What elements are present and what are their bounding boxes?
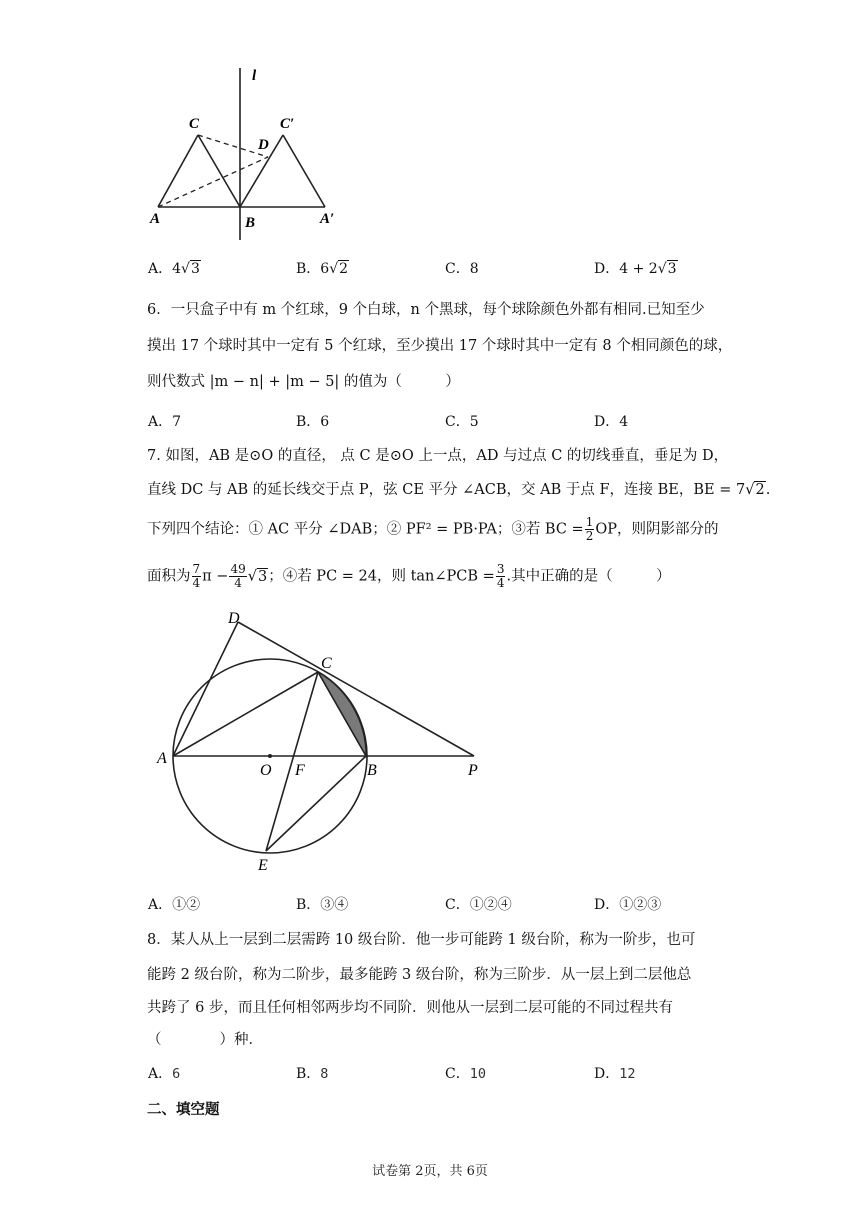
q6-line-1: 6．一只盒子中有 m 个红球，9 个白球，n 个黑球，每个球除颜色外都有相同.已知至少: [147, 302, 705, 318]
option-radicand: 2: [339, 261, 349, 277]
label-B: B: [367, 762, 377, 779]
q6-line-3: 则代数式 |m − n| + |m − 5| 的值为（ ）: [147, 374, 460, 390]
label-l: l: [252, 68, 257, 84]
option-value: 6: [172, 1066, 181, 1082]
q7-line-3: [147, 516, 719, 543]
option-value: 12: [619, 1066, 636, 1082]
figure-reflection: [140, 60, 360, 250]
figure-circle: [145, 600, 505, 880]
option-coef: 6: [320, 261, 330, 277]
label-E: E: [258, 857, 268, 874]
q6-option-c[interactable]: C．5: [445, 414, 479, 430]
q7-line-4-text-a: 面积为: [147, 568, 191, 585]
q5-option-c[interactable]: [445, 259, 479, 279]
q7-line-2: 直线 DC 与 AB 的延长线交于点 P，弦 CE 平分 ∠ACB，交 AB 于点 F，连接 BE，BE = 7√2.: [147, 482, 771, 498]
q5-option-d[interactable]: D．4 + 2√3: [594, 261, 677, 277]
q8-option-c[interactable]: [445, 1064, 486, 1084]
option-letter: B．: [296, 1066, 321, 1082]
q7-line-1: 7. 如图，AB 是⊙O 的直径， 点 C 是⊙O 上一点，AD 与过点 C 的切线垂直，垂足为 D，: [147, 448, 729, 464]
q8-option-a[interactable]: [148, 1064, 180, 1084]
option-radicand: 3: [667, 261, 677, 277]
option-letter: C．: [445, 1066, 470, 1082]
q8-line-4: （ ）种．: [147, 1032, 263, 1048]
fraction-denominator: 4: [496, 576, 505, 590]
option-letter: A．: [148, 1066, 173, 1082]
fraction-numerator: 49: [230, 562, 246, 576]
fraction: [229, 563, 246, 590]
q8-line-2: 能跨 2 级台阶，称为二阶步，最多能跨 3 级台阶，称为三阶步．从一层上到二层他总: [147, 967, 692, 983]
fraction-denominator: 4: [234, 576, 242, 590]
q7-line-4-text-b: π −: [202, 568, 229, 585]
label-C: C: [189, 116, 200, 132]
q6-option-a[interactable]: A．7: [148, 414, 182, 430]
option-radicand: 3: [190, 261, 200, 277]
label-A: A: [150, 211, 161, 227]
label-D: D: [258, 137, 269, 153]
q5-option-a[interactable]: A．4√3: [148, 261, 200, 277]
fraction: [496, 563, 506, 590]
q7-option-a[interactable]: A．①②: [148, 897, 201, 913]
option-letter: B．: [296, 261, 321, 277]
q5-option-b[interactable]: B．6√2: [296, 261, 349, 277]
option-letter: A．: [148, 261, 173, 277]
section-title: 二、填空题: [147, 1101, 220, 1118]
label-O: O: [260, 762, 272, 779]
q7-option-d[interactable]: D．①②③: [594, 897, 662, 913]
fraction-denominator: 4: [192, 576, 201, 590]
fraction-numerator: 3: [496, 562, 505, 576]
q6-option-d[interactable]: D．4: [594, 414, 629, 430]
option-value: 10: [469, 1066, 486, 1082]
q6-line-2: 摸出 17 个球时其中一定有 5 个红球，至少摸出 17 个球时其中一定有 8 个相同颜色的球，: [147, 338, 733, 354]
label-F: F: [295, 762, 305, 779]
q8-line-1: 8．某人从上一层到二层需跨 10 级台阶．他一步可能跨 1 级台阶，称为一阶步，也可: [147, 932, 696, 948]
label-P: P: [468, 762, 478, 779]
fraction: [192, 563, 202, 590]
q8-option-d[interactable]: [594, 1064, 636, 1084]
page-footer: 试卷第 2页，共 6页: [372, 1164, 488, 1179]
q7-line-4-radicand: 3: [257, 568, 268, 585]
q8-line-3: 共跨了 6 步，而且任何相邻两步均不同阶．则他从一层到二层可能的不同过程共有: [147, 1000, 673, 1016]
q8-option-b[interactable]: [296, 1064, 328, 1084]
label-D: D: [228, 610, 240, 627]
q7-line-4-text-c: ；④若 PC = 24，则 tan∠PCB =: [268, 568, 495, 585]
q7-line-2-radicand: 2: [755, 482, 765, 498]
label-C-prime: C′: [280, 116, 295, 132]
q7-line-4-text-d: .其中正确的是（ ）: [506, 568, 671, 585]
q7-line-4: 面积为 $\frac{7}{4}$ π − $\frac{49}{4}$ √3；④若 PC = 24，则 tan∠PCB = $\frac{3}{4}$ .其中正确的是（ ）: [147, 562, 671, 590]
label-A-prime: A′: [320, 211, 335, 227]
fraction-denominator: 2: [585, 529, 594, 543]
option-letter: D．: [594, 1066, 620, 1082]
option-value: 8: [320, 1066, 329, 1082]
q7-line-2-end: .: [765, 482, 771, 498]
fraction: [585, 516, 595, 543]
q7-option-b[interactable]: B．③④: [296, 897, 349, 913]
label-A: A: [157, 750, 167, 767]
q7-line-3-text-a: 下列四个结论：① AC 平分 ∠DAB；② PF² = PB·PA；③若 BC =: [147, 521, 584, 538]
option-letter: C．: [445, 261, 470, 277]
option-letter: D．: [594, 261, 620, 277]
option-value: 8: [469, 261, 479, 277]
q7-option-c[interactable]: C．①②④: [445, 897, 512, 913]
option-coef: 4: [172, 261, 182, 277]
q7-line-3-text-b: OP，则阴影部分的: [595, 521, 719, 538]
q7-line-2-text: 直线 DC 与 AB 的延长线交于点 P，弦 CE 平分 ∠ACB，交 AB 于点 F，连接 BE，BE = 7: [147, 482, 746, 498]
label-C: C: [321, 655, 332, 672]
label-B: B: [245, 215, 256, 231]
fraction-numerator: 7: [192, 562, 201, 576]
option-coef: 4 + 2: [619, 261, 658, 277]
fraction-numerator: 1: [585, 515, 594, 529]
q6-option-b[interactable]: B．6: [296, 414, 330, 430]
